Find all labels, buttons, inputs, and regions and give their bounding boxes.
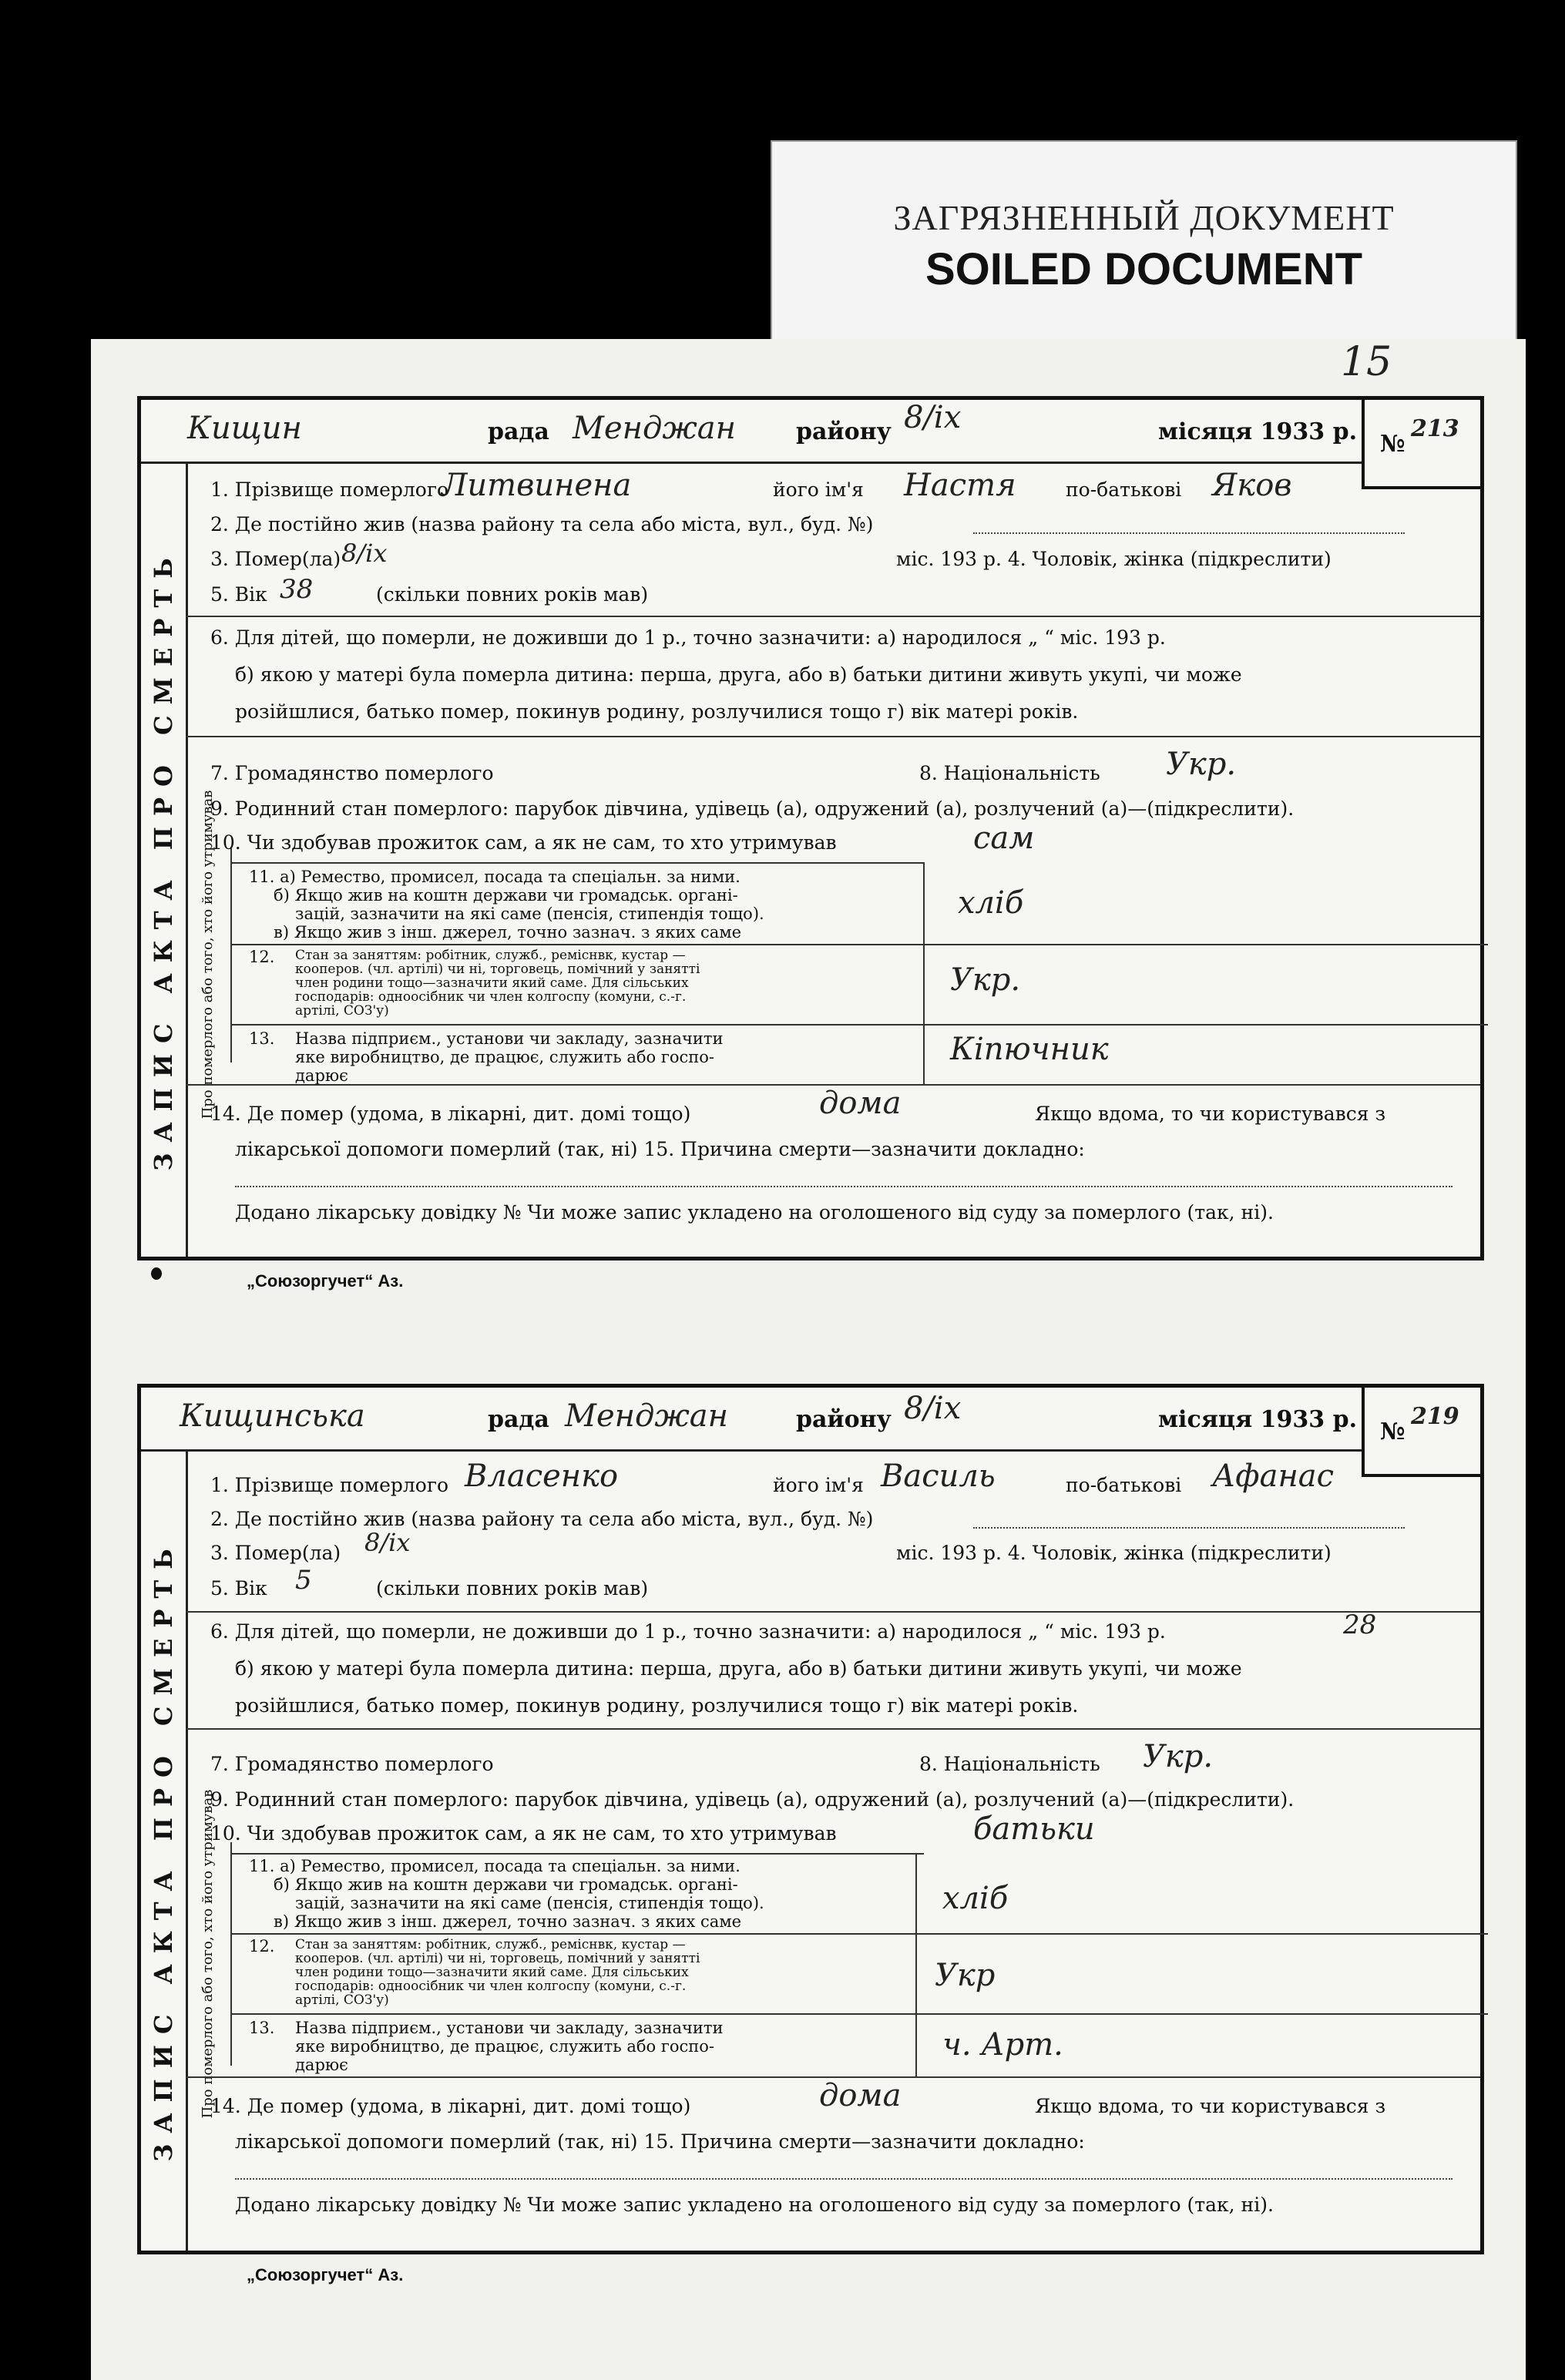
age-note: (скільки повних років мав) [376, 583, 649, 606]
line-6a: 6. Для дітей, що померли, не доживши до 1 р., точно зазначити: а) народилося „ “ міс. 193 р. [210, 626, 1166, 649]
line-14-home-question: Якщо вдома, то чи користувався з [1035, 1103, 1386, 1125]
line-2-residence-label: 2. Де постійно жив (назва району та села або міста, вул., буд. №) [210, 513, 874, 535]
rada-label: рада [488, 1406, 549, 1433]
died-month-year-label: міс. 193 р. 4. Чоловік, жінка (підкреслити) [896, 1542, 1332, 1564]
age-value: 5 [295, 1565, 312, 1596]
supporter-value: батьки [973, 1811, 1095, 1847]
patronymic-label: по-батькові [1066, 478, 1182, 501]
line-13-number: 13. [249, 2019, 275, 2037]
fill-line [973, 532, 1405, 534]
number-label: № [1380, 1418, 1405, 1445]
line-11d: в) Якщо жив з інш. джерел, точно зазнач. з яких саме [274, 923, 742, 942]
fill-line [973, 1527, 1405, 1529]
subsidebar-title: Про померлого або того, хто його утримував [200, 790, 216, 1120]
line-3-died-label: 3. Помер(ла) [210, 548, 341, 570]
line-11d: в) Якщо жив з інш. джерел, точно зазнач. з яких саме [274, 1912, 742, 1931]
line-11b: б) Якщо жив на коштн держави чи громадськ. органі- [274, 1875, 738, 1894]
line-14-place-label: 14. Де помер (удома, в лікарні, дит. домі тощо) [210, 2095, 691, 2117]
fill-line [235, 2178, 1452, 2180]
binding-hole [151, 1267, 162, 1280]
divider [915, 1853, 917, 2076]
died-month-year-label: міс. 193 р. 4. Чоловік, жінка (підкреслити) [896, 548, 1332, 570]
rada-handwritten: Кищинська [180, 1398, 365, 1434]
name-label: його ім'я [773, 478, 864, 501]
age-note: (скільки повних років мав) [376, 1577, 649, 1600]
line-6b: б) якою у матері була померла дитина: перша, друга, або в) батьки дитини живуть укупі, чи може [235, 1657, 1242, 1680]
death-record-1 [137, 396, 1484, 1260]
died-value: 8/іх [341, 539, 388, 568]
workplace-value: ч. Арт. [942, 2027, 1063, 2063]
record-sidebar [141, 1449, 188, 2251]
nationality-value: Укр. [1166, 747, 1237, 782]
sidebar-title: ЗАПИС АКТА ПРО СМЕРТЬ [149, 547, 178, 1171]
rada-label: рада [488, 418, 549, 445]
stamp-english-text: SOILED DOCUMENT [925, 244, 1363, 294]
line-13a: Назва підприєм., установи чи закладу, зазначити [295, 2019, 724, 2037]
divider [923, 862, 925, 1084]
line-12a: Стан за заняттям: робітник, служб., реміснвк, кустар — [295, 948, 686, 963]
line-8-nationality-label: 8. Національність [919, 1753, 1100, 1775]
stamp-russian-text: ЗАГРЯЗНЕННЫЙ ДОКУМЕНТ [893, 198, 1395, 237]
line-6b: б) якою у матері була померла дитина: перша, друга, або в) батьки дитини живуть укупі, чи може [235, 663, 1242, 686]
date-handwritten: 8/іх [904, 400, 962, 435]
divider [230, 1024, 1488, 1026]
name-value: Василь [881, 1459, 996, 1494]
line-12e: артілі, СОЗ'у) [295, 1992, 389, 2008]
rada-handwritten: Кищин [187, 411, 302, 446]
line-12d: господарів: одноосібник чи член колгоспу (комуни, с.-г. [295, 989, 687, 1005]
line-12-number: 12. [249, 1937, 275, 1955]
line-10-support-label: 10. Чи здобував прожиток сам, а як не сам, то хто утримував [210, 831, 837, 854]
line-15-cause-label: лікарської допомоги померлий (так, ні) 15. Причина смерти—зазначити докладно: [235, 2130, 1085, 2153]
line-12-number: 12. [249, 948, 275, 966]
death-record-2 [137, 1384, 1484, 2254]
line-11a: 11. а) Ремество, промисел, посада та спеціальн. за ними. [249, 1857, 741, 1875]
line-12b: кооперов. (чл. артілі) чи ні, торговець, помічний у занятті [295, 962, 700, 977]
line-12c: член родини тощо—зазначити який саме. Для сільських [295, 1965, 689, 1980]
subsidebar-title: Про померлого або того, хто його утримував [200, 1789, 216, 2119]
line-14-place-label: 14. Де помер (удома, в лікарні, дит. домі тощо) [210, 1103, 691, 1125]
occupation-value: хліб [942, 1881, 1009, 1916]
line-2-residence-label: 2. Де постійно жив (назва району та села або міста, вул., буд. №) [210, 1508, 874, 1530]
line-7-citizenship-label: 7. Громадянство померлого [210, 1753, 494, 1775]
divider [230, 1853, 924, 1855]
line-1-surname-label: 1. Прізвище померлого [210, 1474, 448, 1496]
sidebar-title: ЗАПИС АКТА ПРО СМЕРТЬ [149, 1538, 178, 2162]
line-6c: розійшлися, батько помер, покинув родину, розлучилися тощо г) вік матері років. [235, 700, 1079, 723]
line-12e: артілі, СОЗ'у) [295, 1003, 389, 1019]
sheet-number: 15 [1341, 339, 1392, 385]
footer-publisher: „Союзоргучет“ Аз. [247, 2265, 404, 2284]
divider [230, 2013, 1488, 2015]
record-header [141, 1388, 1480, 1452]
record-number: 213 [1411, 415, 1459, 442]
patronymic-value: Афанас [1212, 1459, 1335, 1494]
line-1-surname-label: 1. Прізвище померлого [210, 478, 448, 501]
name-label: його ім'я [773, 1474, 864, 1496]
record-number-box [1362, 400, 1480, 489]
divider [186, 1611, 1480, 1613]
line-11a: 11. а) Ремество, промисел, посада та спеціальн. за ними. [249, 868, 741, 886]
name-value: Настя [904, 468, 1016, 503]
record-subsidebar [186, 790, 232, 1120]
line-9-marital-status: 9. Родинний стан померлого: парубок дівчина, удівець (а), одружений (а), розлучений (а)—(підкреслити). [210, 1788, 1295, 1811]
place-value: дома [819, 1086, 902, 1121]
surname-value: Литвинена [442, 468, 632, 503]
divider [186, 1728, 1480, 1730]
record-number-box [1362, 1388, 1480, 1477]
month-label: місяця 1933 р. [1158, 1406, 1358, 1433]
divider [186, 736, 1480, 737]
record-sidebar [141, 462, 188, 1257]
status-value: Укр [935, 1958, 996, 1993]
line-11c: зацій, зазначити на які саме (пенсія, стипендія тощо). [295, 905, 764, 923]
line-13c: дарює [295, 1066, 348, 1085]
age-value: 38 [280, 574, 314, 605]
divider [186, 616, 1480, 617]
soiled-document-stamp [771, 140, 1517, 367]
record-number: 219 [1411, 1403, 1459, 1430]
raion-label: району [796, 418, 892, 445]
line-8-nationality-label: 8. Національність [919, 762, 1100, 784]
line-6a: 6. Для дітей, що померли, не доживши до 1 р., точно зазначити: а) народилося „ “ міс. 193 р. [210, 1620, 1166, 1643]
divider [230, 1933, 1488, 1935]
line-13a: Назва підприєм., установи чи закладу, зазначити [295, 1029, 724, 1048]
line-6c: розійшлися, батько помер, покинув родину, розлучилися тощо г) вік матері років. [235, 1694, 1079, 1717]
line-13c: дарює [295, 2056, 348, 2074]
line-7-citizenship-label: 7. Громадянство померлого [210, 762, 494, 784]
record-header [141, 400, 1480, 464]
divider [230, 944, 1488, 945]
line-14-home-question: Якщо вдома, то чи користувався з [1035, 2095, 1386, 2117]
surname-value: Власенко [465, 1459, 619, 1494]
line-12a: Стан за заняттям: робітник, служб., реміснвк, кустар — [295, 1937, 686, 1952]
raion-handwritten: Менджан [573, 411, 736, 446]
line-13b: яке виробництво, де працює, служить або госпо- [295, 2037, 714, 2056]
line-11b: б) Якщо жив на коштн держави чи громадськ. органі- [274, 886, 738, 905]
divider [230, 862, 924, 864]
date-handwritten: 8/іх [904, 1391, 962, 1426]
record-subsidebar [186, 1789, 232, 2119]
workplace-value: Кіпючник [950, 1032, 1109, 1067]
occupation-value: хліб [958, 885, 1024, 921]
died-value: 8/іх [364, 1528, 411, 1557]
line-13-number: 13. [249, 1029, 275, 1048]
line-13b: яке виробництво, де працює, служить або госпо- [295, 1048, 714, 1066]
birth-year-value: 28 [1343, 1610, 1377, 1640]
line-16-certificate: Додано лікарську довідку № Чи може запис укладено на оголошеного від суду за померлого (так, ні). [235, 1201, 1274, 1224]
line-5-age-label: 5. Вік [210, 1577, 267, 1600]
raion-handwritten: Менджан [565, 1398, 728, 1434]
line-5-age-label: 5. Вік [210, 583, 267, 606]
line-11c: зацій, зазначити на які саме (пенсія, стипендія тощо). [295, 1894, 764, 1912]
footer-publisher: „Союзоргучет“ Аз. [247, 1271, 404, 1291]
line-9-marital-status: 9. Родинний стан померлого: парубок дівчина, удівець (а), одружений (а), розлучений (а)—(підкреслити). [210, 797, 1295, 820]
supporter-value: сам [973, 821, 1035, 856]
month-label: місяця 1933 р. [1158, 418, 1358, 445]
line-16-certificate: Додано лікарську довідку № Чи може запис укладено на оголошеного від суду за померлого (так, ні). [235, 2194, 1274, 2216]
nationality-value: Укр. [1143, 1739, 1214, 1774]
line-12c: член родини тощо—зазначити який саме. Для сільських [295, 975, 689, 991]
line-15-cause-label: лікарської допомоги померлий (так, ні) 15. Причина смерти—зазначити докладно: [235, 1138, 1085, 1160]
line-12d: господарів: одноосібник чи член колгоспу (комуни, с.-г. [295, 1979, 687, 1994]
line-12b: кооперов. (чл. артілі) чи ні, торговець, помічний у занятті [295, 1951, 700, 1966]
line-10-support-label: 10. Чи здобував прожиток сам, а як не сам, то хто утримував [210, 1822, 837, 1845]
line-3-died-label: 3. Помер(ла) [210, 1542, 341, 1564]
number-label: № [1380, 431, 1405, 458]
raion-label: району [796, 1406, 892, 1433]
status-value: Укр. [950, 962, 1021, 998]
patronymic-label: по-батькові [1066, 1474, 1182, 1496]
place-value: дома [819, 2078, 902, 2113]
fill-line [235, 1186, 1452, 1187]
patronymic-value: Яков [1212, 468, 1292, 503]
